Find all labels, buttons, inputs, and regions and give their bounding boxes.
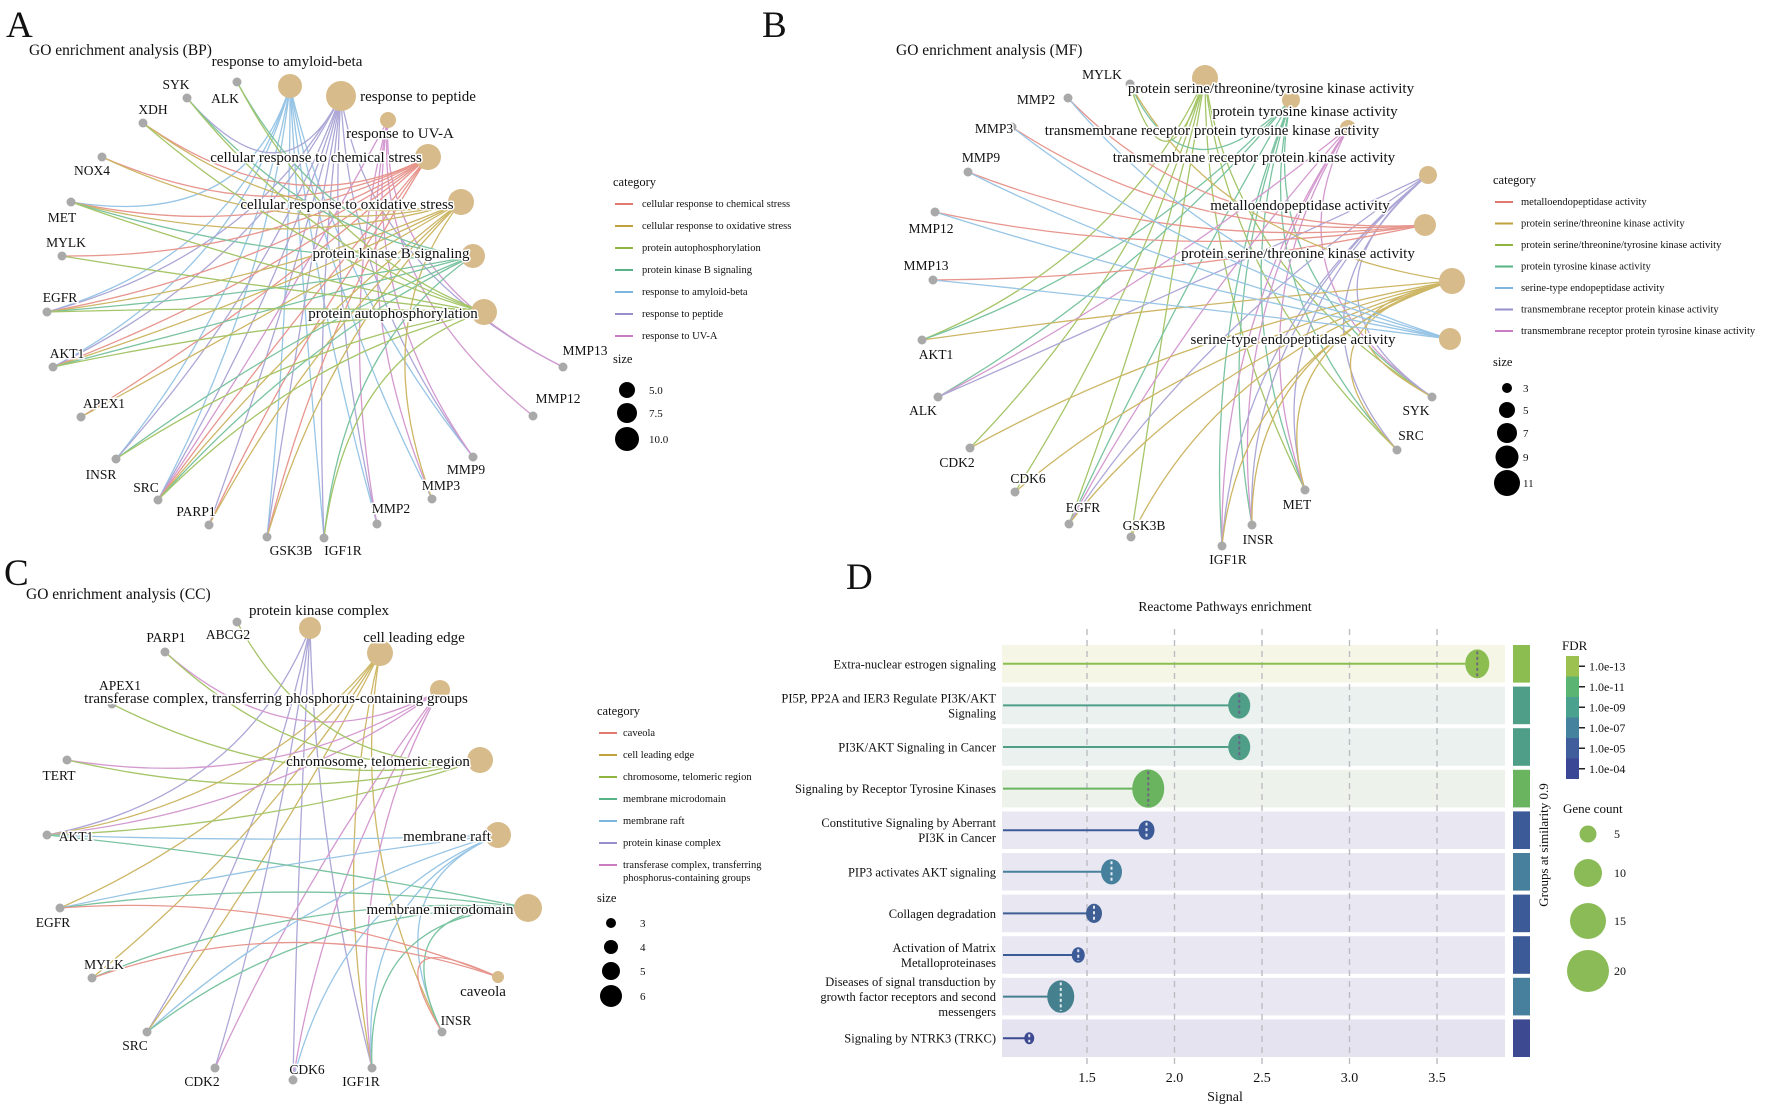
legend-item-label: chromosome, telomeric region: [623, 772, 752, 783]
legend-size-dot: [1494, 470, 1520, 496]
gene-node: [161, 648, 170, 657]
gene-node: [49, 363, 58, 372]
fdr-tick-label: 1.0e-05: [1589, 741, 1626, 756]
gene-node: [368, 1064, 377, 1073]
gene-label: GSK3B: [1122, 518, 1166, 533]
gene-node: [320, 534, 329, 543]
pathway-label: Activation of Matrix Metalloproteinases: [892, 941, 996, 970]
category-node: [1414, 214, 1436, 236]
gene-node: [1428, 393, 1437, 402]
gene-label: PARP1: [146, 630, 186, 645]
gene-label: SYK: [162, 77, 190, 92]
legend-size-dot: [604, 940, 618, 954]
legend-size-dot: [1496, 446, 1519, 469]
legend-size-dot: [600, 985, 622, 1007]
gene-label: MMP9: [961, 150, 1001, 165]
lollipop-dot: [1024, 1032, 1034, 1044]
fdr-color-block: [1566, 718, 1579, 739]
gene-node: [63, 756, 72, 765]
network-panel-c: [36, 603, 762, 1089]
legend-size-label: 9: [1523, 452, 1529, 464]
row-band: [1002, 978, 1505, 1016]
legend-size-label: 5: [1523, 405, 1529, 417]
fdr-legend: [1562, 638, 1625, 779]
x-tick-label: 2.5: [1253, 1071, 1271, 1086]
panel-letter-b: B: [762, 5, 787, 46]
gene-label: MMP13: [903, 258, 949, 273]
legend-category-title: category: [613, 175, 657, 189]
category-label: serine-type endopeptidase activity: [1190, 332, 1396, 348]
pathway-label: Diseases of signal transduction by growth factor receptors and second messengers: [820, 975, 996, 1020]
gene-node: [964, 168, 973, 177]
fdr-color-block: [1566, 697, 1579, 718]
legend-size-title: size: [613, 352, 633, 366]
gene-label: MMP3: [421, 478, 461, 493]
legend-category-title: category: [1493, 173, 1537, 187]
x-tick-label: 2.0: [1165, 1071, 1184, 1086]
edge: [922, 78, 1205, 340]
legend-a: [613, 175, 791, 451]
legend-item-label: transmembrane receptor protein kinase activity: [1521, 304, 1719, 316]
gene-node: [183, 94, 192, 103]
gene-count-dot: [1570, 903, 1606, 939]
gene-count-title: Gene count: [1563, 801, 1623, 816]
legend-size-dot: [1497, 423, 1517, 443]
gene-count-legend: [1563, 801, 1626, 992]
gene-label: INSR: [1242, 532, 1274, 547]
gene-label: MYLK: [84, 957, 124, 972]
gene-count-dot: [1567, 950, 1609, 992]
group-square: [1513, 936, 1530, 974]
gene-label: TERT: [42, 768, 76, 783]
gene-label: AKT1: [49, 346, 85, 361]
category-label: metalloendopeptidase activity: [1210, 198, 1390, 214]
category-label: protein serine/threonine kinase activity: [1181, 246, 1415, 262]
legend-size-label: 5.0: [649, 385, 663, 397]
legend-size-label: 10.0: [649, 434, 669, 446]
legend-size-label: 7: [1523, 428, 1529, 440]
gene-node: [233, 78, 242, 87]
legend-size-label: 7.5: [649, 408, 663, 420]
group-square: [1513, 728, 1530, 766]
legend-size-dot: [1499, 402, 1515, 418]
edge: [53, 157, 428, 367]
legend-size-label: 4: [640, 942, 646, 954]
gene-label: MMP13: [562, 343, 608, 358]
gene-label: PARP1: [176, 504, 216, 519]
panel-b-title: GO enrichment analysis (MF): [896, 42, 1083, 59]
gene-count-label: 5: [1614, 827, 1620, 841]
legend-item-label: protein tyrosine kinase activity: [1521, 261, 1651, 273]
row-band: [1002, 1019, 1505, 1057]
gene-node: [139, 119, 148, 128]
category-node: [492, 971, 504, 983]
gene-count-label: 10: [1614, 866, 1626, 880]
legend-item-label: phosphorus-containing groups: [623, 873, 751, 884]
gene-label: MYLK: [1082, 67, 1122, 82]
legend-b: [1493, 173, 1756, 496]
gene-label: INSR: [85, 467, 117, 482]
x-tick-label: 3.5: [1428, 1071, 1446, 1086]
gene-node: [58, 252, 67, 261]
gene-node: [112, 455, 121, 464]
panel-letter-a: A: [6, 5, 33, 46]
fdr-tick-label: 1.0e-13: [1589, 659, 1626, 674]
edges: [922, 78, 1452, 546]
edge: [165, 652, 480, 764]
category-label: response to amyloid-beta: [211, 54, 363, 70]
legend-item-label: response to amyloid-beta: [642, 287, 748, 298]
gene-label: EGFR: [1065, 500, 1101, 515]
legend-item-label: cellular response to chemical stress: [642, 199, 791, 210]
group-square: [1513, 770, 1530, 808]
gene-node: [1393, 446, 1402, 455]
gene-node: [469, 453, 478, 462]
group-square: [1513, 811, 1530, 849]
fdr-color-block: [1566, 738, 1579, 759]
x-tick-label: 1.5: [1078, 1071, 1096, 1086]
gene-label: IGF1R: [324, 543, 362, 558]
legend-size-dot: [619, 382, 635, 398]
legend-size-dot: [602, 962, 620, 980]
legend-item-label: transferase complex, transferring: [623, 860, 762, 871]
gene-node: [1218, 542, 1227, 551]
gene-node: [1011, 488, 1020, 497]
category-node: [299, 617, 321, 639]
group-square: [1513, 687, 1530, 725]
fdr-color-block: [1566, 677, 1579, 698]
pathway-label: PI5P, PP2A and IER3 Regulate PI3K/AKT Signaling: [781, 691, 996, 721]
gene-count-dot: [1580, 826, 1597, 843]
gene-label: CDK2: [939, 455, 975, 470]
group-square: [1513, 645, 1530, 683]
gene-label: APEX1: [82, 396, 126, 411]
panel-a-title: GO enrichment analysis (BP): [29, 42, 212, 59]
edge: [1350, 281, 1452, 450]
category-node: [514, 894, 542, 922]
edge: [371, 835, 498, 1068]
legend-item-label: protein autophosphorylation: [642, 243, 761, 254]
gene-label: MMP12: [908, 221, 954, 236]
gene-node: [77, 413, 86, 422]
legend-item-label: protein serine/threonine kinase activity: [1521, 218, 1685, 230]
gene-node: [931, 208, 940, 217]
category-label: protein serine/threonine/tyrosine kinase activity: [1127, 81, 1415, 97]
category-label: transferase complex, transferring phosphorus-containing groups: [84, 691, 468, 707]
network-panel-b: [903, 65, 1755, 567]
reactome-panel: [781, 599, 1626, 1105]
gene-label: MMP3: [974, 121, 1014, 136]
category-node: [1439, 268, 1465, 294]
gene-label: APEX1: [98, 678, 142, 693]
gene-label: GSK3B: [269, 543, 313, 558]
fdr-tick-label: 1.0e-07: [1589, 720, 1626, 735]
gene-label: NOX4: [74, 163, 110, 178]
gene-node: [211, 1064, 220, 1073]
edge: [1015, 78, 1205, 492]
gene-label: XDH: [138, 102, 168, 117]
fdr-tick-label: 1.0e-11: [1589, 679, 1625, 694]
gene-label: AKT1: [918, 347, 954, 362]
legend-size-dot: [615, 427, 639, 451]
category-node: [326, 81, 356, 111]
group-square: [1513, 853, 1530, 891]
category-label: caveola: [460, 984, 506, 1000]
edge: [47, 157, 428, 312]
category-node: [467, 747, 493, 773]
gene-node: [529, 412, 538, 421]
gene-node: [1127, 533, 1136, 542]
gene-node: [1301, 486, 1310, 495]
gene-node: [233, 618, 242, 627]
gene-node: [559, 363, 568, 372]
category-label: membrane raft: [403, 829, 491, 845]
gene-label: CDK6: [289, 1062, 325, 1077]
gene-node: [43, 308, 52, 317]
pathway-label: Signaling by Receptor Tyrosine Kinases: [795, 782, 996, 797]
gene-node: [98, 153, 107, 162]
legend-item-label: membrane microdomain: [623, 794, 726, 805]
edge: [53, 86, 290, 367]
category-label: protein kinase B signaling: [312, 246, 470, 262]
gene-node: [438, 1028, 447, 1037]
legend-item-label: caveola: [623, 728, 656, 739]
gene-count-dot: [1574, 859, 1602, 887]
fdr-legend-title: FDR: [1562, 638, 1588, 653]
gene-label: ALK: [211, 91, 239, 106]
gene-node: [205, 521, 214, 530]
gene-node: [67, 198, 76, 207]
legend-size-dot: [606, 918, 616, 928]
edge: [47, 653, 380, 835]
pathway-label: PIP3 activates AKT signaling: [847, 865, 996, 880]
gene-label: CDK6: [1010, 471, 1046, 486]
legend-item-label: response to peptide: [642, 309, 724, 320]
legend-item-label: cell leading edge: [623, 750, 695, 761]
legend-item-label: transmembrane receptor protein tyrosine kinase activity: [1521, 326, 1756, 337]
gene-node: [966, 444, 975, 453]
gene-label: CDK2: [184, 1074, 220, 1089]
edge: [382, 120, 473, 457]
category-label: response to UV-A: [346, 126, 454, 142]
pathway-label: Constitutive Signaling by Aberrant PI3K in Cancer: [821, 816, 996, 846]
category-label: cellular response to oxidative stress: [240, 197, 454, 213]
gene-node: [918, 336, 927, 345]
gene-label: SRC: [1398, 428, 1424, 443]
edge: [47, 835, 528, 908]
edge: [267, 157, 428, 537]
gene-label: MYLK: [46, 235, 86, 250]
category-label: chromosome, telomeric region: [286, 754, 470, 770]
gene-node: [56, 904, 65, 913]
gene-label: SRC: [122, 1038, 148, 1053]
legend-item-label: membrane raft: [623, 816, 685, 827]
legend-size-label: 5: [640, 966, 646, 978]
category-label: transmembrane receptor protein kinase activity: [1112, 150, 1396, 166]
legend-size-dot: [617, 403, 637, 423]
panel-letter-c: C: [4, 553, 29, 594]
legend-size-title: size: [1493, 355, 1513, 369]
category-label: cellular response to chemical stress: [210, 150, 422, 166]
fdr-tick-label: 1.0e-04: [1589, 761, 1626, 776]
gene-node: [1248, 521, 1257, 530]
category-node: [1419, 166, 1437, 184]
gene-node: [373, 520, 382, 529]
gene-node: [263, 533, 272, 542]
group-square: [1513, 978, 1530, 1016]
gene-node: [154, 496, 163, 505]
pathway-label: Signaling by NTRK3 (TRKC): [844, 1031, 996, 1046]
group-square: [1513, 1019, 1530, 1057]
gene-node: [929, 276, 938, 285]
x-tick-label: 3.0: [1340, 1071, 1359, 1086]
legend-item-label: metalloendopeptidase activity: [1521, 197, 1647, 208]
pathway-label: Collagen degradation: [888, 906, 996, 921]
legend-item-label: serine-type endopeptidase activity: [1521, 283, 1665, 294]
edge: [237, 82, 473, 256]
gene-label: ALK: [909, 403, 937, 418]
category-label: protein kinase complex: [249, 603, 389, 619]
edge: [1069, 281, 1452, 524]
legend-category-title: category: [597, 704, 641, 718]
fdr-color-block: [1566, 656, 1579, 677]
gene-label: IGF1R: [1209, 552, 1247, 567]
gene-node: [428, 495, 437, 504]
edge: [47, 760, 480, 835]
legend-c: [597, 704, 762, 1007]
gene-node: [43, 831, 52, 840]
category-node: [1439, 328, 1461, 350]
legend-item-label: protein serine/threonine/tyrosine kinase activity: [1521, 240, 1722, 251]
gene-label: SRC: [133, 480, 159, 495]
gene-label: MET: [1282, 497, 1312, 512]
gene-label: MMP2: [371, 501, 411, 516]
x-axis-label: Signal: [1207, 1090, 1243, 1105]
gene-count-label: 15: [1614, 914, 1626, 928]
legend-size-label: 3: [640, 918, 646, 930]
network-panel-a: [43, 54, 792, 558]
category-label: response to peptide: [360, 89, 476, 105]
legend-size-label: 11: [1523, 478, 1534, 490]
legend-size-dot: [1502, 383, 1512, 393]
gene-count-label: 20: [1614, 964, 1626, 978]
pathway-label: PI3K/AKT Signaling in Cancer: [838, 740, 996, 755]
gene-label: MMP2: [1016, 92, 1056, 107]
legend-item-label: response to UV-A: [642, 331, 718, 342]
edge: [147, 628, 310, 1032]
category-label: protein autophosphorylation: [308, 306, 478, 322]
gene-label: MMP9: [446, 462, 486, 477]
category-node: [278, 74, 302, 98]
category-label: transmembrane receptor protein tyrosine kinase activity: [1044, 123, 1380, 139]
gene-label: MMP12: [535, 391, 581, 406]
panel-letter-d: D: [846, 557, 873, 598]
reactome-title: Reactome Pathways enrichment: [1138, 599, 1312, 614]
gene-node: [934, 393, 943, 402]
edge: [293, 835, 498, 1080]
legend-item-label: protein kinase complex: [623, 838, 721, 849]
gene-node: [88, 974, 97, 983]
pathway-label: Extra-nuclear estrogen signaling: [833, 657, 996, 672]
group-square: [1513, 895, 1530, 933]
panel-c-title: GO enrichment analysis (CC): [26, 586, 211, 603]
legend-item-label: cellular response to oxidative stress: [642, 221, 792, 232]
gene-node: [1065, 520, 1074, 529]
gene-label: IGF1R: [342, 1074, 380, 1089]
gene-label: AKT1: [58, 829, 94, 844]
category-label: cell leading edge: [363, 630, 465, 646]
legend-size-label: 3: [1523, 383, 1529, 395]
fdr-tick-label: 1.0e-09: [1589, 700, 1626, 715]
legend-item-label: protein kinase B signaling: [642, 265, 752, 276]
gene-label: MET: [47, 210, 77, 225]
category-label: membrane microdomain: [366, 902, 514, 918]
gene-label: INSR: [440, 1013, 472, 1028]
gene-node: [1064, 94, 1073, 103]
right-axis-label: Groups at similarity 0.9: [1536, 783, 1551, 907]
gene-label: EGFR: [42, 290, 78, 305]
gene-label: EGFR: [35, 915, 71, 930]
legend-size-title: size: [597, 891, 617, 905]
gene-label: ABCG2: [205, 627, 251, 642]
fdr-color-block: [1566, 759, 1579, 780]
gene-node: [143, 1028, 152, 1037]
gene-label: SYK: [1402, 403, 1430, 418]
category-label: protein tyrosine kinase activity: [1212, 104, 1398, 120]
legend-size-label: 6: [640, 991, 646, 1003]
